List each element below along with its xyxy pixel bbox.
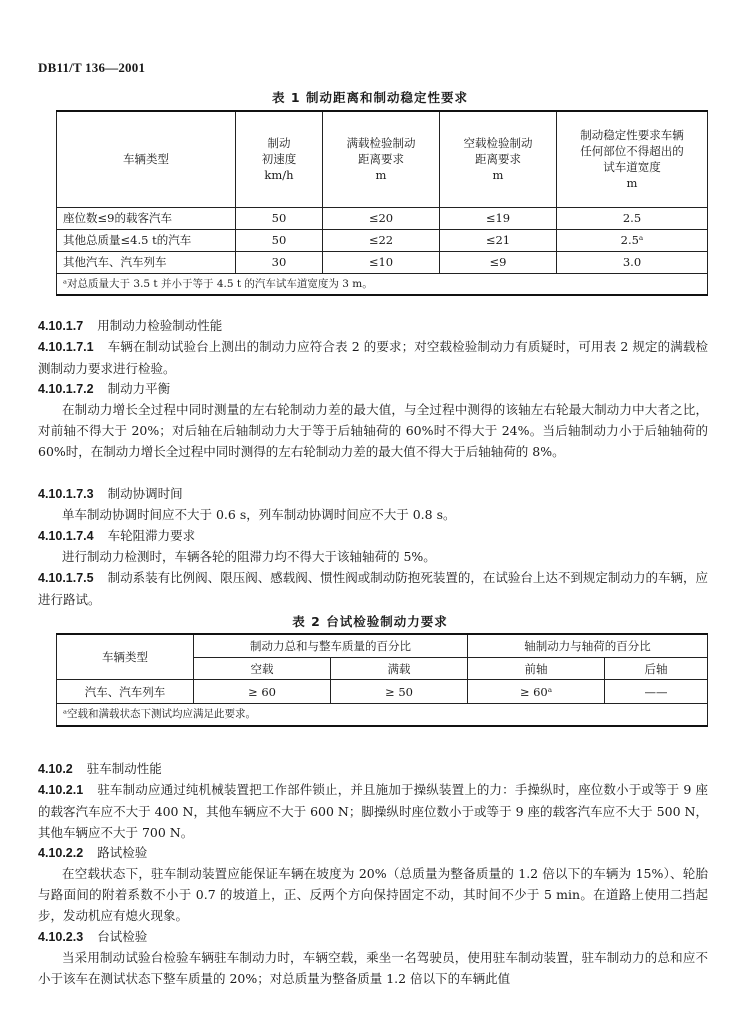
- table2-header-cell: 制动力总和与整车质量的百分比: [194, 634, 468, 658]
- table1-cell: 50: [236, 207, 323, 229]
- section-4-10-1-7-1: [38, 336, 708, 379]
- table1-header-cell: 制动稳定性要求车辆 任何部位不得超出的 试车道宽度 m: [557, 111, 708, 207]
- table2-footnote: ᵃ空载和满载状态下测试均应满足此要求。: [57, 704, 708, 726]
- table1-cell: ≤20: [323, 207, 440, 229]
- table1-cell: 3.0: [557, 251, 708, 273]
- table-row: [57, 207, 708, 229]
- table1-header-cell: 满载检验制动 距离要求 m: [323, 111, 440, 207]
- table1-footnote: ᵃ对总质量大于 3.5 t 并小于等于 4.5 t 的汽车试车道宽度为 3 m。: [57, 273, 708, 295]
- paragraph-text: 当采用制动试验台检验车辆驻车制动力时，车辆空载，乘坐一名驾驶员，使用驻车制动装置，驻车制动力的总和应不小于该车在测试状态下整车质量的 20%；对总质量为整备质量 1.2 倍以下的车辆此值: [38, 950, 708, 986]
- section-title: 路试检验: [97, 845, 148, 860]
- table1-cell: ≤22: [323, 229, 440, 251]
- table2: [56, 633, 708, 727]
- document-code: DB11/T 136—2001: [38, 60, 146, 75]
- section-4-10-1-7-3: [38, 483, 708, 505]
- paragraph-text: 在制动力增长全过程中同时测量的左右轮制动力差的最大值，与全过程中测得的该轴左右轮最大制动力中大者之比，对前轴不得大于 20%；对后轴在后轴制动力大于等于后轴轴荷的 60%时不得大于 24%。当后轴制动力小于后轴轴荷的 60%时，在制动力增长全过程中同时测得的左右轮制动力差的最大值不得大于后轴轴荷的 8%。: [38, 402, 708, 459]
- section-4-10-1-7: [38, 315, 708, 337]
- section-number: 4.10.2.3: [38, 930, 84, 944]
- table2-cell: ≥ 50: [331, 680, 468, 704]
- section-title: 车轮阻滞力要求: [107, 528, 196, 543]
- section-number: 4.10.2: [38, 762, 73, 776]
- table2-header-cell: 车辆类型: [57, 634, 194, 680]
- section-4-10-2: [38, 758, 708, 780]
- table-row: [57, 229, 708, 251]
- table-row: [57, 680, 708, 704]
- table2-cell: ≥ 60ᵃ: [468, 680, 605, 704]
- paragraph-text: 驻车制动应通过纯机械装置把工作部件锁止，并且施加于操纵装置上的力：手操纵时，座位数小于或等于 9 座的载客汽车应不大于 400 N，其他车辆应不大于 600 N；脚操纵时座位数小于或等于 9 座的载客汽车应不大于 500 N，其他车辆应不大于 700 N。: [38, 782, 708, 840]
- section-number: 4.10.1.7: [38, 319, 84, 333]
- table1-cell: 座位数≤9的载客汽车: [57, 207, 236, 229]
- section-4-10-1-7-4: [38, 525, 708, 547]
- table1-header-cell: 制动 初速度 km/h: [236, 111, 323, 207]
- paragraph-text: 车辆在制动试验台上测出的制动力应符合表 2 的要求；对空载检验制动力有质疑时，可用表 2 规定的满载检测制动力要求进行检验。: [38, 339, 708, 376]
- section-4-10-2-2: [38, 842, 708, 864]
- table1-cell: ≤21: [440, 229, 557, 251]
- table1-cell: 2.5: [557, 207, 708, 229]
- table2-header-row: [57, 634, 708, 658]
- section-number: 4.10.2.1: [38, 783, 84, 797]
- table2-cell: ——: [605, 680, 708, 704]
- section-number: 4.10.1.7.2: [38, 382, 94, 396]
- table2-note-row: [57, 704, 708, 726]
- table2-subheader-cell: 前轴: [468, 658, 605, 680]
- table1-header-cell: 车辆类型: [57, 111, 236, 207]
- table1-note-row: [57, 273, 708, 295]
- section-title: 制动力平衡: [107, 381, 171, 396]
- table2-subheader-cell: 满载: [331, 658, 468, 680]
- table1-cell: 其他总质量≤4.5 t的汽车: [57, 229, 236, 251]
- table2-title: 表 2 台试检验制动力要求: [292, 614, 448, 629]
- section-number: 4.10.1.7.3: [38, 487, 94, 501]
- section-title: 制动协调时间: [107, 486, 183, 501]
- table1-header-row: [57, 111, 708, 207]
- table1-cell: ≤19: [440, 207, 557, 229]
- table1-cell: ≤9: [440, 251, 557, 273]
- table1-cell: 30: [236, 251, 323, 273]
- table2-cell: 汽车、汽车列车: [57, 680, 194, 704]
- table1-cell: ≤10: [323, 251, 440, 273]
- table2-header-cell: 轴制动力与轴荷的百分比: [468, 634, 708, 658]
- section-number: 4.10.1.7.4: [38, 529, 94, 543]
- table2-subheader-cell: 空载: [194, 658, 331, 680]
- paragraph-text: 在空载状态下，驻车制动装置应能保证车辆在坡度为 20%（总质量为整备质量的 1.2 倍以下的车辆为 15%）、轮胎与路面间的附着系数不小于 0.7 的坡道上，正、反两个方向保持固定不动，其时间不少于 5 min。在道路上使用二挡起步，发动机应有熄火现象。: [38, 866, 708, 923]
- table2-cell: ≥ 60: [194, 680, 331, 704]
- section-4-10-1-7-2: [38, 378, 708, 400]
- table1-cell: 50: [236, 229, 323, 251]
- table1-cell: 其他汽车、汽车列车: [57, 251, 236, 273]
- table1-header-cell: 空载检验制动 距离要求 m: [440, 111, 557, 207]
- section-4-10-2-1: [38, 779, 708, 843]
- table2-subheader-cell: 后轴: [605, 658, 708, 680]
- section-number: 4.10.2.2: [38, 846, 84, 860]
- section-number: 4.10.1.7.1: [38, 340, 94, 354]
- section-title: 驻车制动性能: [86, 761, 162, 776]
- table1-title: 表 1 制动距离和制动稳定性要求: [272, 90, 468, 105]
- section-4-10-1-7-5: [38, 567, 708, 610]
- section-title: 用制动力检验制动性能: [97, 318, 223, 333]
- section-4-10-2-3: [38, 926, 708, 948]
- paragraph-text: 制动系装有比例阀、限压阀、感载阀、惯性阀或制动防抱死装置的，在试验台上达不到规定制动力的车辆，应进行路试。: [38, 570, 708, 607]
- table1-cell: 2.5ᵃ: [557, 229, 708, 251]
- paragraph-text: 进行制动力检测时，车辆各轮的阻滞力均不得大于该轴轴荷的 5%。: [62, 549, 436, 564]
- section-number: 4.10.1.7.5: [38, 571, 94, 585]
- table1: [56, 110, 708, 296]
- table-row: [57, 251, 708, 273]
- paragraph-text: 单车制动协调时间应不大于 0.6 s，列车制动协调时间应不大于 0.8 s。: [62, 507, 456, 522]
- section-title: 台试检验: [97, 929, 148, 944]
